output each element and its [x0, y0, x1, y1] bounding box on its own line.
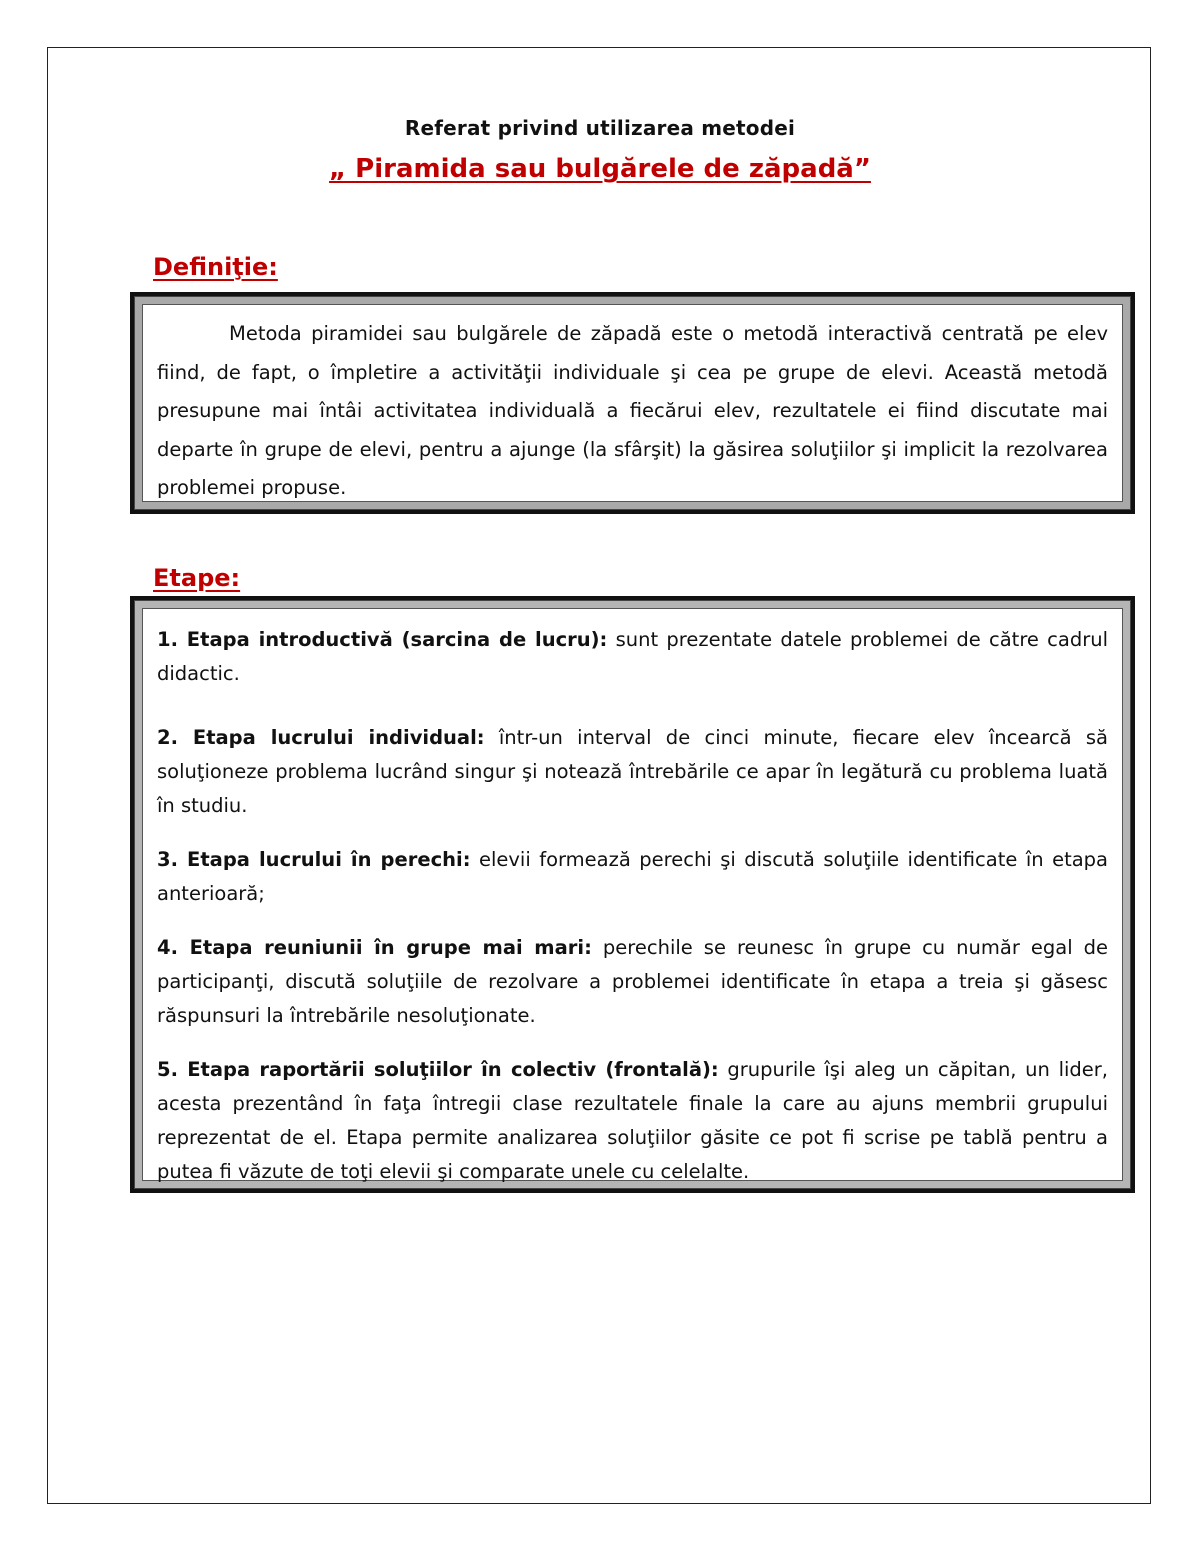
- stage-title-1: 1. Etapa introductivă (sarcina de lucru):: [157, 628, 608, 651]
- stage-item-2: [157, 721, 1108, 823]
- stage-title-2: 2. Etapa lucrului individual:: [157, 726, 485, 749]
- stages-heading: Etape:: [153, 564, 241, 592]
- definition-box: [130, 292, 1135, 514]
- stage-text-3: elevii formează perechi şi discută soluţiile identificate în etapa anterioară;: [157, 848, 1108, 905]
- stage-text-4: perechile se reunesc în grupe cu număr egal de participanţi, discută soluţiile de rezolvare a problemei identificate în etapa a treia şi găsesc răspunsuri la întrebările nesoluţionate.: [157, 936, 1109, 1027]
- definition-box-inner: [142, 304, 1123, 502]
- stages-box: [130, 596, 1135, 1193]
- stage-item-4: [157, 931, 1108, 1033]
- stage-title-4: 4. Etapa reuniunii în grupe mai mari:: [157, 936, 592, 959]
- document-title: „ Piramida sau bulgărele de zăpadă”: [329, 154, 871, 184]
- definition-heading: Definiţie:: [153, 253, 278, 281]
- stage-text-2: într-un interval de cinci minute, fiecare elev încearcă să soluţioneze problema lucrând singur şi notează întrebările ce apar în legătură cu problema luată în studiu.: [157, 726, 1108, 817]
- stages-box-inner: [142, 608, 1123, 1181]
- stage-title-3: 3. Etapa lucrului în perechi:: [157, 848, 471, 871]
- document-subtitle: Referat privind utilizarea metodei: [404, 116, 796, 140]
- stage-text-1: sunt prezentate datele problemei de către cadrul didactic.: [157, 628, 1108, 685]
- definition-text: Metoda piramidei sau bulgărele de zăpadă este o metodă interactivă centrată pe elev fiind, de fapt, o împletire a activităţii individuale şi cea pe grupe de elevi. Această metodă presupune mai întâi activitatea individuală a fiecărui elev, rezultatele ei fiind discutate mai departe în grupe de elevi, pentru a ajunge (la sfârşit) la găsirea soluţiilor şi implicit la rezolvarea problemei propuse.: [157, 322, 1108, 499]
- stage-item-1: [157, 623, 1108, 691]
- stage-item-3: [157, 843, 1108, 911]
- stage-item-5: [157, 1053, 1108, 1189]
- stage-text-5: grupurile îşi aleg un căpitan, un lider, acesta prezentând în faţa întregii clase rezultatele finale la care au ajuns membrii grupului reprezentat de el. Etapa permite analizarea soluţiilor găsite ce pot fi scrise pe tablă pentru a putea fi văzute de toţi elevii şi comparate unele cu celelalte.: [157, 1058, 1108, 1183]
- stage-title-5: 5. Etapa raportării soluţiilor în colectiv (frontală):: [157, 1058, 719, 1081]
